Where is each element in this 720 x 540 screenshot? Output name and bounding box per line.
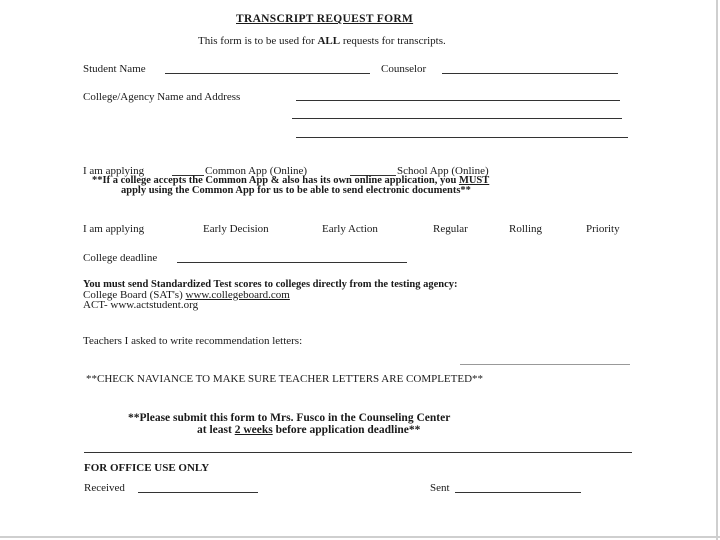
- option-regular[interactable]: Regular: [433, 223, 468, 235]
- received-field[interactable]: [138, 492, 258, 493]
- counselor-field[interactable]: [442, 73, 618, 74]
- intro-all: ALL: [317, 35, 341, 47]
- form-intro: [198, 36, 446, 47]
- college-board-link[interactable]: www.collegeboard.com: [185, 289, 290, 301]
- option-early-action[interactable]: Early Action: [322, 223, 378, 235]
- student-name-field[interactable]: [165, 73, 370, 74]
- form-title: TRANSCRIPT REQUEST FORM: [236, 13, 414, 25]
- college-board-text: College Board (SAT's): [83, 289, 186, 301]
- test-scores-heading: You must send Standardized Test scores to colleges directly from the testing agency:: [83, 279, 458, 290]
- college-address-field-1[interactable]: [296, 100, 620, 101]
- submit-note-line1: **Please submit this form to Mrs. Fusco in the Counseling Center: [128, 412, 451, 424]
- college-deadline-field[interactable]: [177, 262, 407, 263]
- college-deadline-label: College deadline: [83, 252, 158, 264]
- scan-edge-bottom: [0, 536, 720, 538]
- sent-label: Sent: [430, 482, 450, 494]
- college-address-field-2[interactable]: [292, 118, 622, 119]
- submit-note-line2: [197, 425, 420, 437]
- common-app-option: Common App (Online): [205, 165, 308, 177]
- common-note-text: **If a college accepts the Common App & also has its own online application, you: [92, 175, 459, 186]
- student-name-label: Student Name: [83, 63, 146, 75]
- option-rolling[interactable]: Rolling: [509, 223, 543, 235]
- common-app-note-line2: apply using the Common App for us to be able to send electronic documents**: [121, 185, 471, 196]
- option-early-decision[interactable]: Early Decision: [203, 223, 269, 235]
- common-note-must: MUST: [458, 175, 490, 186]
- submit-note-text-start: at least: [197, 424, 235, 436]
- counselor-label: Counselor: [381, 63, 427, 75]
- scan-edge-right: [716, 0, 718, 540]
- teachers-label: Teachers I asked to write recommendation letters:: [83, 335, 303, 347]
- school-app-option: School App (Online): [397, 165, 489, 177]
- submit-note-text-end: before application deadline**: [272, 424, 421, 436]
- received-label: Received: [84, 482, 125, 494]
- naviance-note: **CHECK NAVIANCE TO MAKE SURE TEACHER LETTERS ARE COMPLETED**: [86, 373, 484, 385]
- college-address-field-3[interactable]: [296, 137, 628, 138]
- section-divider: [84, 452, 632, 453]
- sent-field[interactable]: [455, 492, 581, 493]
- intro-text-end: requests for transcripts.: [340, 35, 446, 47]
- submit-note-weeks: 2 weeks: [234, 424, 273, 436]
- office-use-heading: FOR OFFICE USE ONLY: [84, 462, 210, 474]
- option-priority[interactable]: Priority: [586, 223, 620, 235]
- act-line: ACT- www.actstudent.org: [83, 299, 199, 311]
- college-agency-label: College/Agency Name and Address: [83, 91, 241, 103]
- teachers-field[interactable]: [460, 364, 630, 365]
- intro-text-start: This form is to be used for: [198, 35, 318, 47]
- applying-label: I am applying: [83, 165, 145, 177]
- applying-label-2: I am applying: [83, 223, 145, 235]
